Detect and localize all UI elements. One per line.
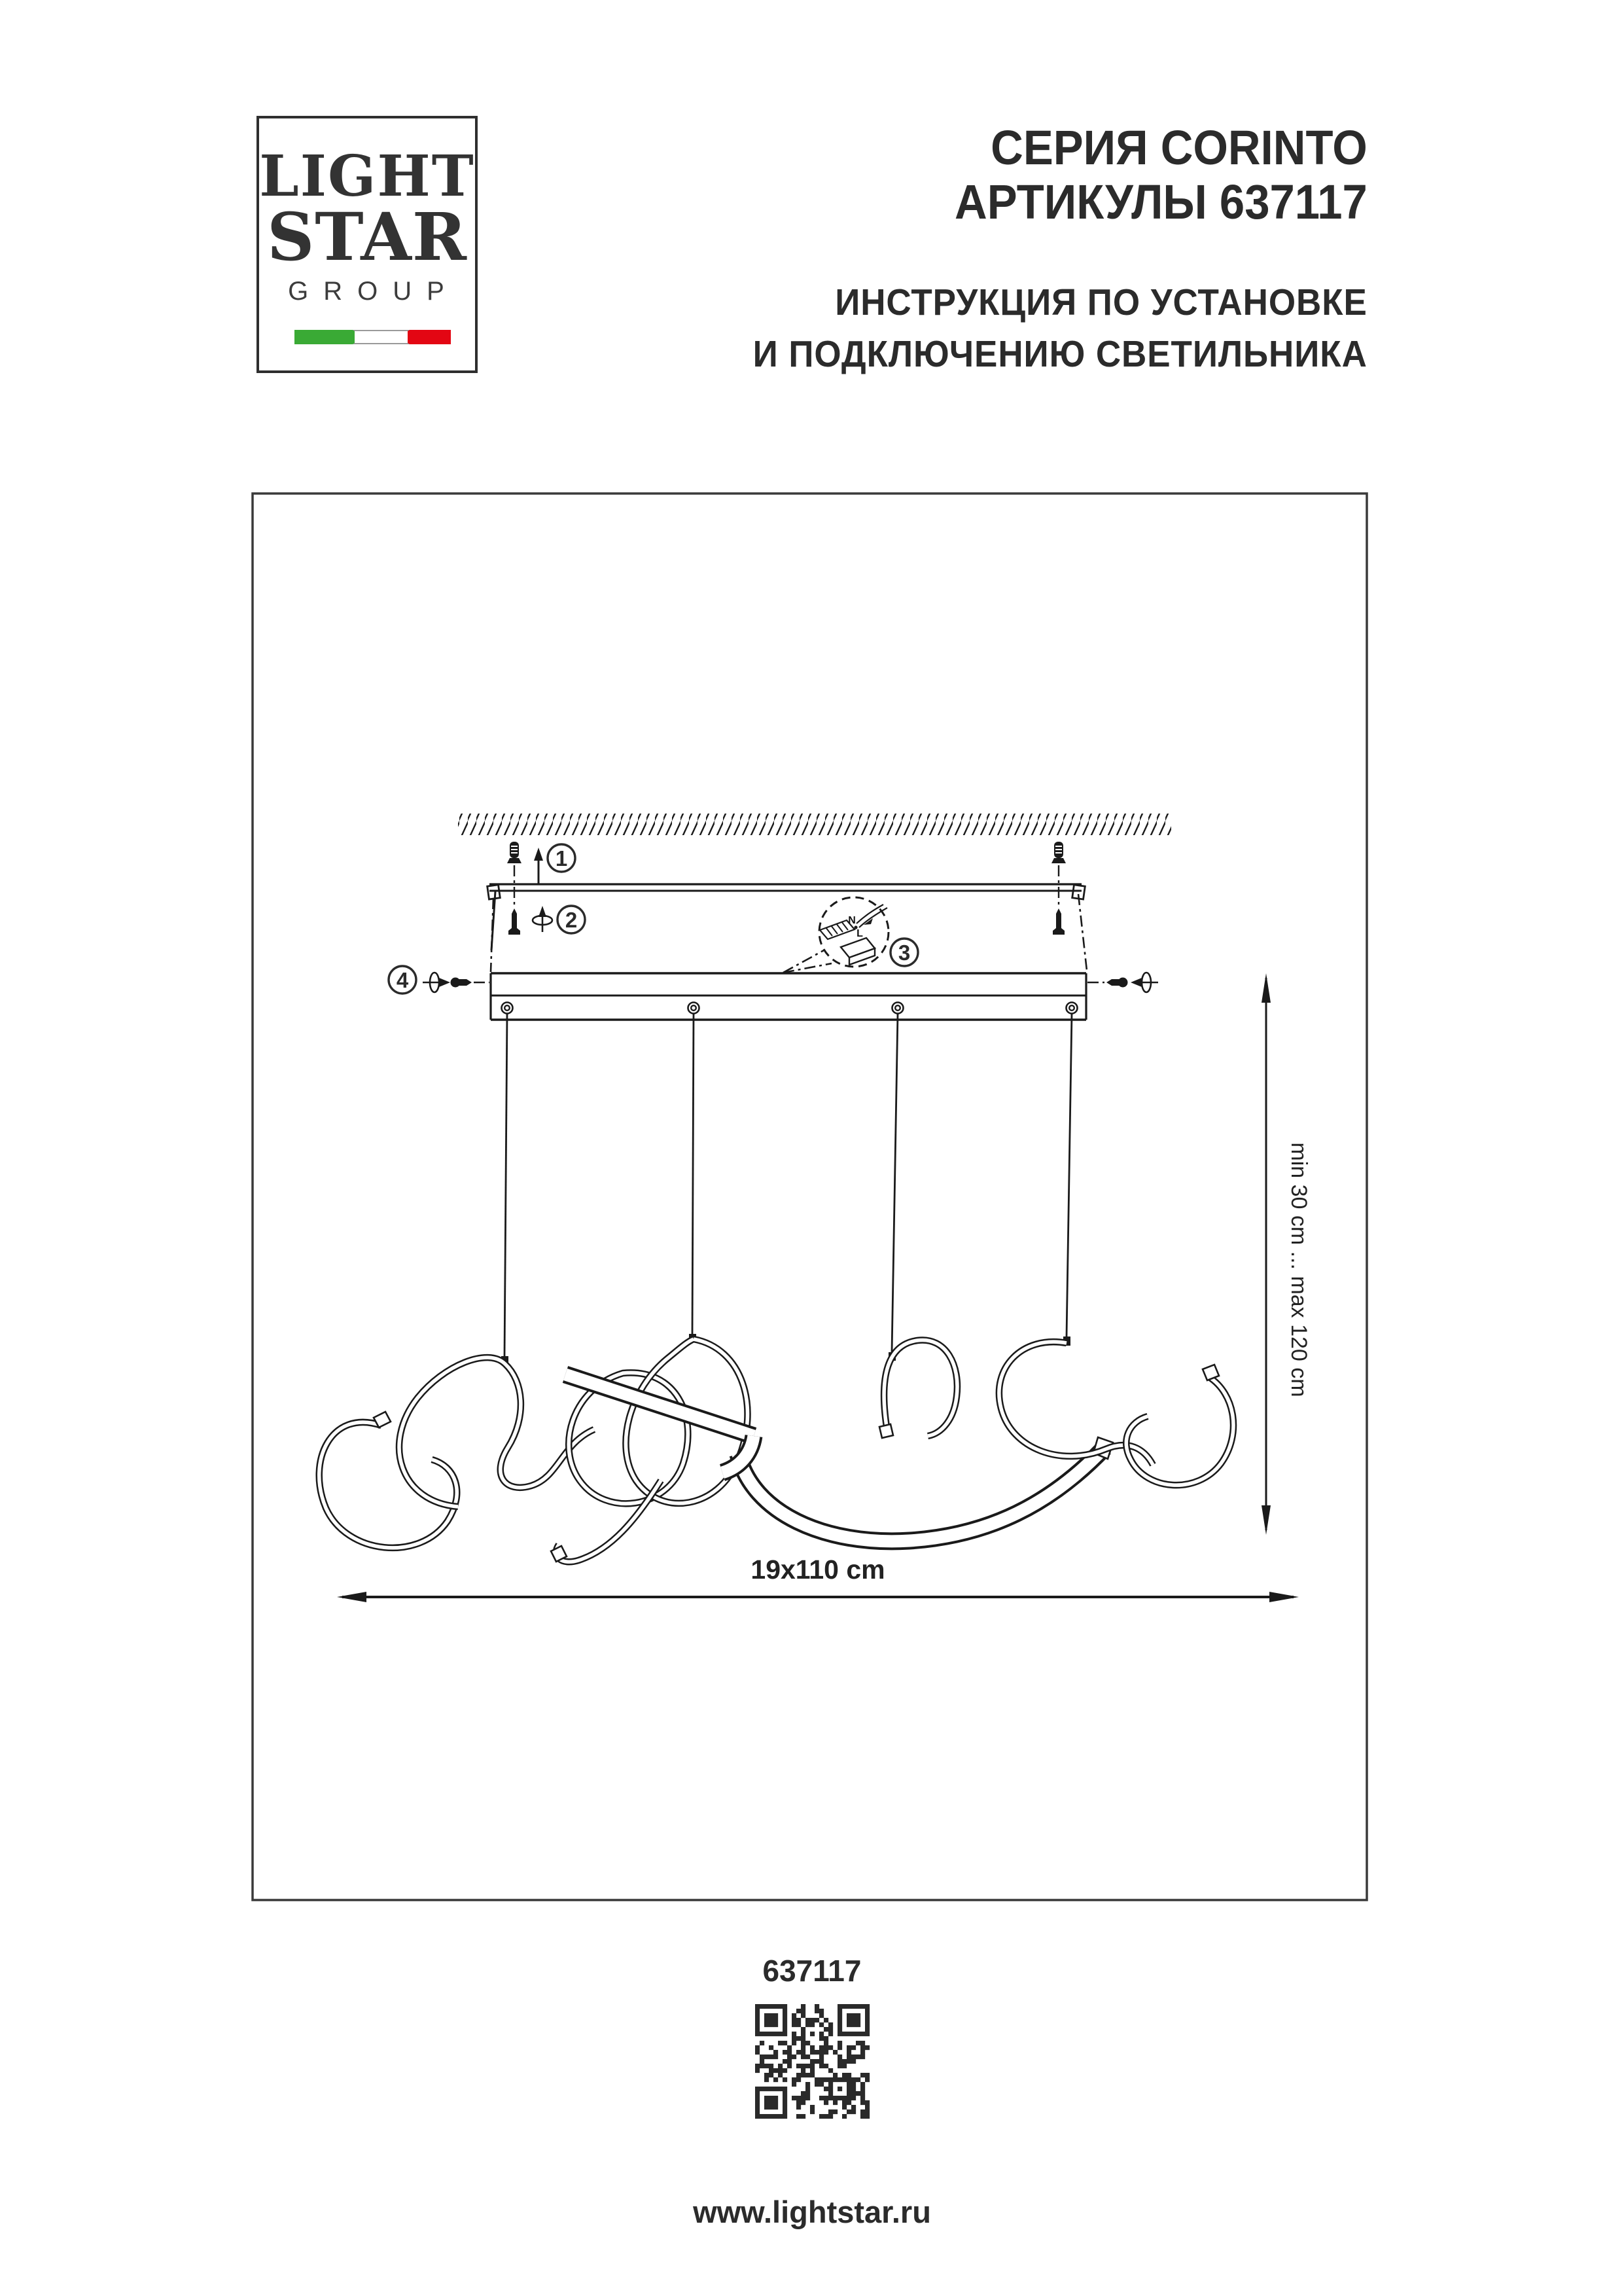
diagram-frame — [253, 493, 1367, 1900]
logo-word-light: LIGHT — [259, 143, 475, 209]
side-screw-right-icon — [1106, 978, 1128, 988]
height-dimension-label: min 30 cm ... max 120 cm — [1286, 1142, 1311, 1397]
step2-rotate-icon — [533, 906, 552, 932]
canopy-edge-right-hidden — [1078, 894, 1087, 971]
cable-hole — [688, 1003, 699, 1014]
website-url: www.lightstar.ru — [693, 2195, 931, 2229]
width-dimension-label: 19x110 cm — [750, 1554, 885, 1585]
ceiling-mounting-plate — [487, 884, 1086, 899]
series-title: СЕРИЯ CORINTO — [991, 120, 1368, 175]
wiring-detail-bubble — [783, 897, 889, 973]
callout-3 — [891, 939, 918, 966]
articles-title: АРТИКУЛЫ 637117 — [955, 175, 1368, 229]
screw-up-right-icon — [1053, 908, 1065, 935]
ceiling-hatch — [458, 814, 1171, 835]
wall-anchor-right-icon — [1051, 842, 1066, 863]
callout-3-number: 3 — [898, 941, 911, 965]
screw-up-left-icon — [508, 908, 520, 935]
cable-hole — [1067, 1003, 1078, 1014]
cable-hole — [502, 1003, 513, 1014]
callout-2 — [557, 906, 585, 933]
callout-2-number: 2 — [565, 908, 578, 932]
terminal-l-label: L — [856, 928, 863, 939]
callout-4-number: 4 — [396, 968, 409, 992]
logo-word-group: GROUP — [288, 277, 459, 306]
suspension-rail — [491, 973, 1086, 1020]
width-dimension — [337, 1554, 1299, 1602]
qr-code — [755, 2004, 870, 2119]
logo-word-star: STAR — [267, 198, 467, 276]
callout-1-number: 1 — [555, 846, 568, 870]
instruction-line-2: И ПОДКЛЮЧЕНИЮ СВЕТИЛЬНИКА — [752, 333, 1368, 375]
cable-hole — [892, 1003, 904, 1014]
callout-4 — [389, 966, 416, 994]
instruction-line-1: ИНСТРУКЦИЯ ПО УСТАНОВКЕ — [835, 281, 1368, 323]
side-screw-left-icon — [451, 978, 472, 988]
callout-1 — [548, 844, 575, 872]
step4-rotate-icon-left — [423, 973, 450, 992]
footer-article-number: 637117 — [762, 1954, 862, 1988]
height-dimension — [1262, 973, 1311, 1535]
step4-rotate-icon-right — [1131, 973, 1158, 992]
suspension-wires — [501, 1014, 1072, 1365]
terminal-n-label: N — [848, 915, 856, 926]
wall-anchor-left-icon — [507, 842, 521, 863]
step1-arrow-up-icon — [534, 848, 543, 885]
chandelier-ribbon-body — [319, 1339, 1233, 1562]
